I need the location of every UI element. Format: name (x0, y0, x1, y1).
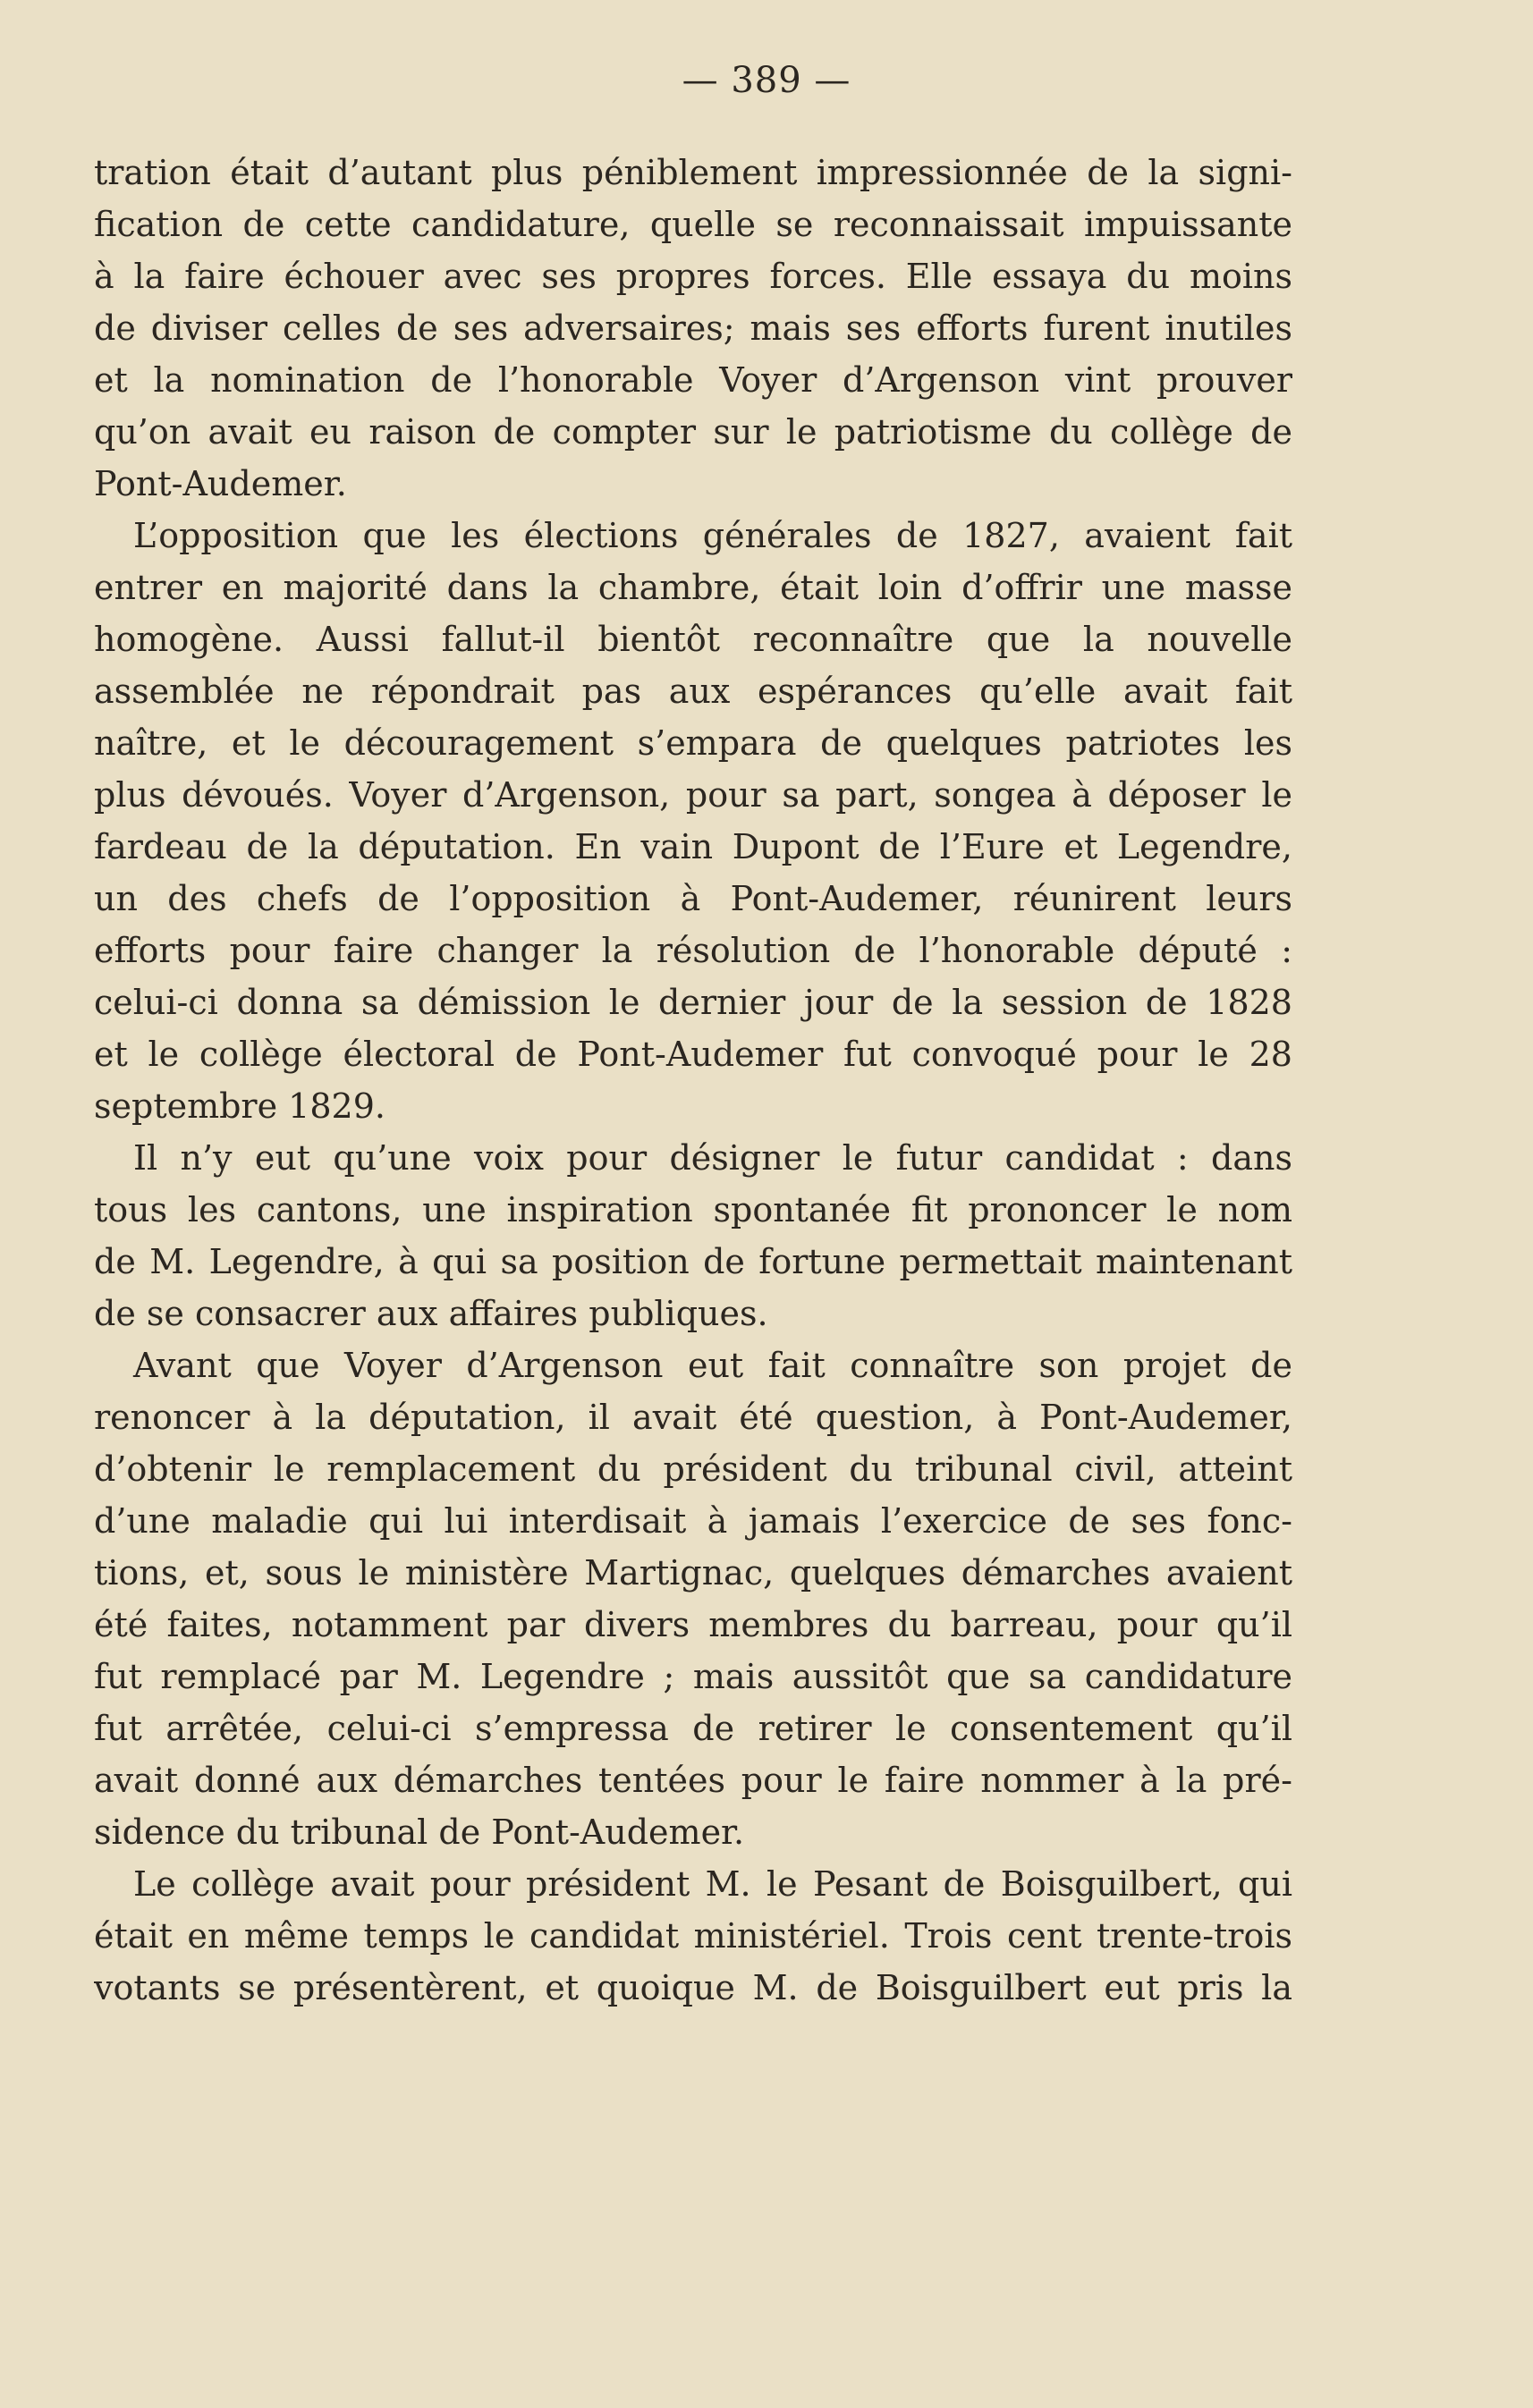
text-line: fardeau de la députation. En vain Dupont de l’Eure et Legendre, (94, 827, 1292, 866)
text-line: septembre 1829. (94, 1086, 385, 1126)
text-line: de diviser celles de ses adversaires; mais ses efforts furent inutiles (94, 308, 1292, 348)
text-line: de se consacrer aux affaires publiques. (94, 1294, 768, 1333)
paragraph-1 (94, 147, 1292, 510)
paragraph-4 (94, 1339, 1292, 1858)
text-line: fut remplacé par M. Legendre ; mais aussitôt que sa candidature (94, 1657, 1292, 1696)
text-line: fut arrêtée, celui-ci s’empressa de retirer le consentement qu’il (94, 1709, 1292, 1748)
text-line: de M. Legendre, à qui sa position de fortune permettait maintenant (94, 1242, 1292, 1281)
text-line: naître, et le découragement s’empara de quelques patriotes les (94, 723, 1292, 763)
text-line: plus dévoués. Voyer d’Argenson, pour sa part, songea à déposer le (94, 775, 1292, 815)
text-line: à la faire échouer avec ses propres forces. Elle essaya du moins (94, 257, 1292, 296)
text-line: votants se présentèrent, et quoique M. de Boisguilbert eut pris la (94, 1968, 1292, 2007)
text-line: assemblée ne répondrait pas aux espérances qu’elle avait fait (94, 672, 1292, 711)
text-line: était en même temps le candidat ministériel. Trois cent trente-trois (94, 1916, 1292, 1956)
text-line: homogène. Aussi fallut-il bientôt reconnaître que la nouvelle (94, 620, 1292, 659)
text-line: fication de cette candidature, quelle se reconnaissait impuissante (94, 205, 1292, 244)
text-line: et la nomination de l’honorable Voyer d’Argenson vint prouver (94, 360, 1292, 400)
page-number: — 389 — (682, 60, 851, 101)
text-line: Il n’y eut qu’une voix pour désigner le futur candidat : dans (133, 1138, 1292, 1178)
text-line: tous les cantons, une inspiration spontanée fit prononcer le nom (94, 1190, 1292, 1229)
text-line: et le collège électoral de Pont-Audemer fut convoqué pour le 28 (94, 1035, 1292, 1074)
text-line: celui-ci donna sa démission le dernier jour de la session de 1828 (94, 983, 1292, 1022)
text-line: Le collège avait pour président M. le Pesant de Boisguilbert, qui (133, 1864, 1292, 1904)
paragraph-5 (94, 1858, 1292, 2014)
text-line: d’une maladie qui lui interdisait à jamais l’exercice de ses fonc- (94, 1501, 1292, 1541)
text-line: avait donné aux démarches tentées pour le faire nommer à la pré- (94, 1761, 1292, 1800)
text-line: efforts pour faire changer la résolution de l’honorable député : (94, 931, 1292, 970)
text-line: Pont-Audemer. (94, 464, 347, 503)
text-line: entrer en majorité dans la chambre, était loin d’offrir une masse (94, 568, 1292, 607)
text-line: renoncer à la députation, il avait été question, à Pont-Audemer, (94, 1398, 1292, 1437)
text-line: L’opposition que les élections générales de 1827, avaient fait (133, 516, 1292, 555)
text-line: qu’on avait eu raison de compter sur le patriotisme du collège de (94, 412, 1292, 452)
text-line: d’obtenir le remplacement du président du tribunal civil, atteint (94, 1449, 1292, 1489)
text-line: Avant que Voyer d’Argenson eut fait connaître son projet de (133, 1346, 1292, 1385)
text-line: sidence du tribunal de Pont-Audemer. (94, 1812, 745, 1852)
paragraph-2 (94, 510, 1292, 1132)
body-text (94, 147, 1292, 2014)
text-line: tions, et, sous le ministère Martignac, quelques démarches avaient (94, 1553, 1292, 1593)
text-line: tration était d’autant plus péniblement impressionnée de la signi- (94, 153, 1292, 192)
paragraph-3 (94, 1132, 1292, 1339)
text-line: un des chefs de l’opposition à Pont-Audemer, réunirent leurs (94, 879, 1292, 918)
text-line: été faites, notamment par divers membres du barreau, pour qu’il (94, 1605, 1292, 1644)
